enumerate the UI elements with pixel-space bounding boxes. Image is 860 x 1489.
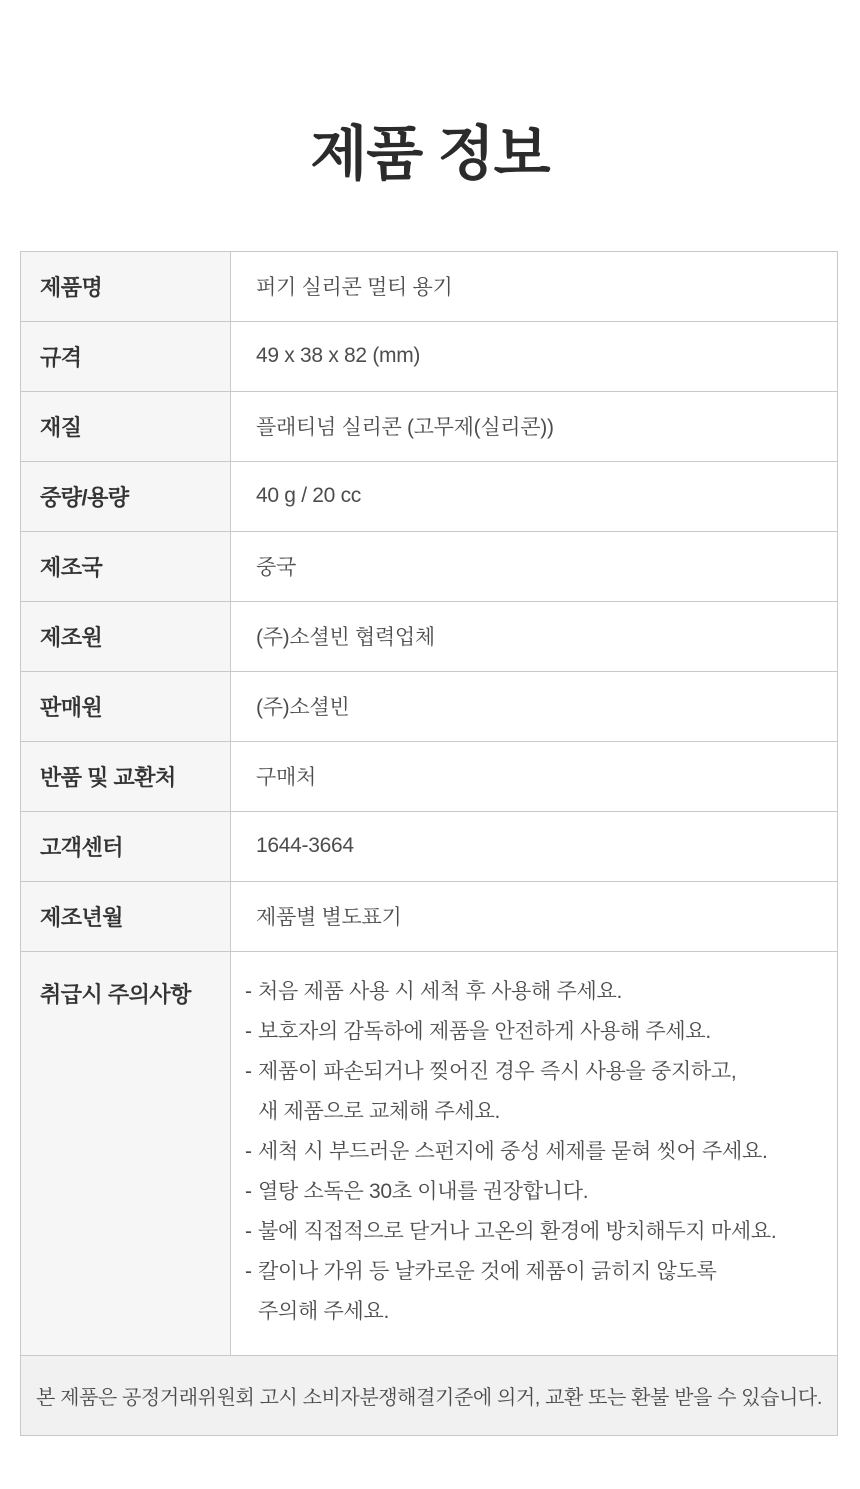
row-label: 고객센터 xyxy=(21,811,231,881)
precaution-text xyxy=(258,1052,736,1132)
row-label: 규격 xyxy=(21,321,231,391)
precaution-line: 불에 직접적으로 닫거나 고온의 환경에 방치해두지 마세요. xyxy=(258,1219,777,1243)
precaution-line: 새 제품으로 교체해 주세요. xyxy=(258,1099,500,1123)
table-row xyxy=(21,251,838,321)
precaution-text xyxy=(258,1012,711,1052)
precaution-item xyxy=(245,1212,825,1252)
precaution-item xyxy=(245,1252,825,1332)
precaution-item xyxy=(245,1172,825,1212)
bullet-dash: - xyxy=(245,1019,252,1043)
bullet-dash: - xyxy=(245,1059,252,1083)
table-row xyxy=(21,671,838,741)
table-row xyxy=(21,531,838,601)
precaution-item xyxy=(245,1132,825,1172)
precaution-line: 제품이 파손되거나 찢어진 경우 즉시 사용을 중지하고, xyxy=(258,1059,737,1083)
exchange-refund-notice: 본 제품은 공정거래위원회 고시 소비자분쟁해결기준에 의거, 교환 또는 환불 받을 수 있습니다. xyxy=(20,1355,838,1436)
precaution-text xyxy=(258,972,622,1012)
info-table-body xyxy=(21,251,838,1355)
precaution-list xyxy=(245,972,825,1332)
bullet-dash: - xyxy=(245,979,252,1003)
row-label: 재질 xyxy=(21,391,231,461)
precaution-text xyxy=(258,1132,768,1172)
row-value: 49 x 38 x 82 (mm) xyxy=(231,321,838,391)
row-label: 판매원 xyxy=(21,671,231,741)
table-row xyxy=(21,461,838,531)
row-label: 제조원 xyxy=(21,601,231,671)
row-value: 구매처 xyxy=(231,741,838,811)
table-row xyxy=(21,741,838,811)
page-title: 제품 정보 xyxy=(310,121,550,187)
row-value-precautions xyxy=(231,951,838,1355)
bullet-dash: - xyxy=(245,1219,252,1243)
precaution-line: 열탕 소독은 30초 이내를 권장합니다. xyxy=(258,1179,589,1203)
precaution-line: 보호자의 감독하에 제품을 안전하게 사용해 주세요. xyxy=(258,1019,711,1043)
precaution-line: 주의해 주세요. xyxy=(258,1299,389,1323)
product-info-table xyxy=(20,251,838,1356)
bullet-dash: - xyxy=(245,1139,252,1163)
row-label: 반품 및 교환처 xyxy=(21,741,231,811)
precaution-line: 처음 제품 사용 시 세척 후 사용해 주세요. xyxy=(258,979,623,1003)
row-value: 퍼기 실리콘 멀티 용기 xyxy=(231,251,838,321)
row-label: 제품명 xyxy=(21,251,231,321)
row-value: (주)소셜빈 xyxy=(231,671,838,741)
row-label: 중량/용량 xyxy=(21,461,231,531)
row-value: 제품별 별도표기 xyxy=(231,881,838,951)
table-row xyxy=(21,601,838,671)
precaution-item xyxy=(245,1012,825,1052)
row-value: (주)소셜빈 협력업체 xyxy=(231,601,838,671)
precaution-item xyxy=(245,1052,825,1132)
precaution-line: 세척 시 부드러운 스펀지에 중성 세제를 묻혀 씻어 주세요. xyxy=(258,1139,768,1163)
row-value: 1644-3664 xyxy=(231,811,838,881)
precaution-text xyxy=(258,1212,776,1252)
precaution-item xyxy=(245,972,825,1012)
row-label: 취급시 주의사항 xyxy=(21,951,231,1355)
row-label: 제조국 xyxy=(21,531,231,601)
table-row xyxy=(21,811,838,881)
row-value: 플래티넘 실리콘 (고무제(실리콘)) xyxy=(231,391,838,461)
row-value: 40 g / 20 cc xyxy=(231,461,838,531)
table-row-precautions xyxy=(21,951,838,1355)
precaution-line: 칼이나 가위 등 날카로운 것에 제품이 긁히지 않도록 xyxy=(258,1259,717,1283)
bullet-dash: - xyxy=(245,1259,252,1283)
table-row xyxy=(21,321,838,391)
row-value: 중국 xyxy=(231,531,838,601)
precaution-text xyxy=(258,1252,716,1332)
table-row xyxy=(21,391,838,461)
precaution-text xyxy=(258,1172,588,1212)
bullet-dash: - xyxy=(245,1179,252,1203)
row-label: 제조년월 xyxy=(21,881,231,951)
table-row xyxy=(21,881,838,951)
